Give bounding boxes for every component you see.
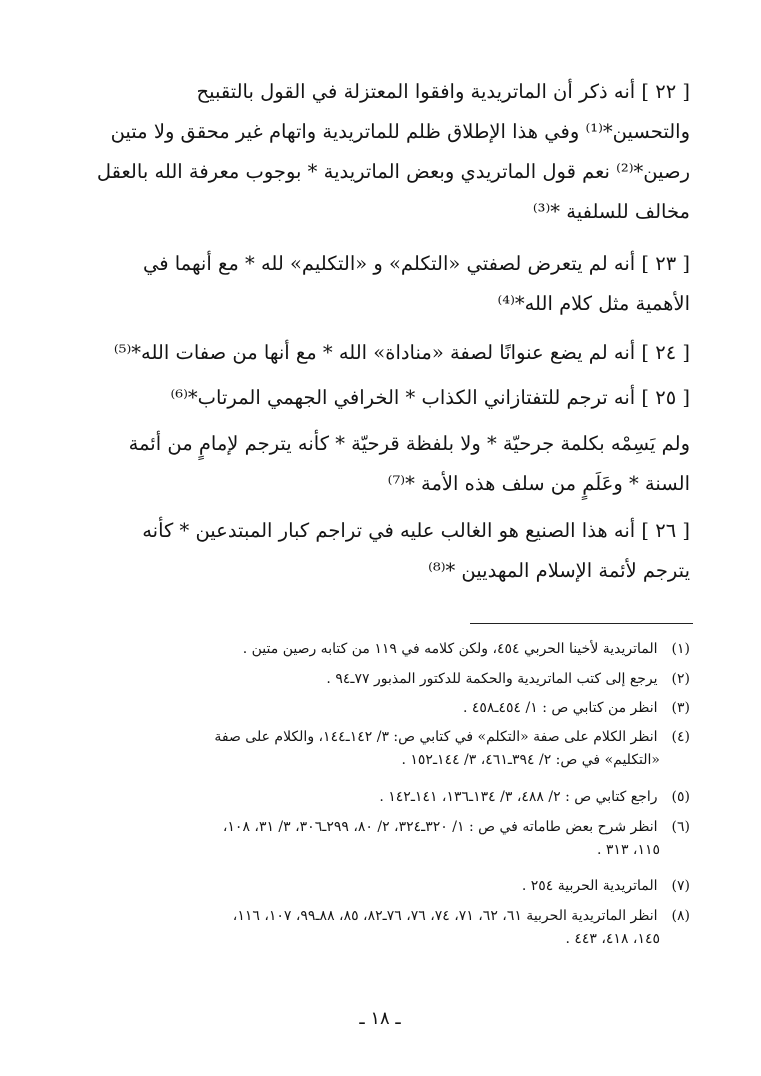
page-number: ـ ١٨ ـ — [359, 1008, 401, 1029]
footnote-number: (٨) — [671, 908, 690, 924]
footnote-text: الماتريدية لأخينا الحربي ٤٥٤، ولكن كلامه في ١١٩ من كتابه رصين متين . — [242, 641, 658, 657]
footnote-8 — [100, 905, 690, 951]
paragraph-25 — [78, 378, 690, 418]
text-line: [ ٢٤ ] أنه لم يضع عنوانًا لصفة «مناداة» الله * مع أنها من صفات الله*⁽⁵⁾ — [113, 341, 690, 364]
text-line: ولم يَسِمْه بكلمة جرحيّة * ولا بلفظة قرحيّة * كأنه يترجم لإمامٍ من أئمة — [128, 432, 690, 455]
text-line: السنة * وعَلَمٍ من سلف هذه الأمة *⁽⁷⁾ — [387, 472, 690, 495]
text-line: [ ٢٥ ] أنه ترجم للتفتازاني الكذاب * الخرافي الجهمي المرتاب*⁽⁶⁾ — [170, 386, 690, 409]
footnote-5 — [100, 786, 690, 809]
footnote-1 — [100, 638, 690, 661]
text-line: الأهمية مثل كلام الله*⁽⁴⁾ — [497, 292, 690, 315]
footnote-text: ١١٥، ٣١٣ . — [597, 842, 660, 858]
footnote-number: (٤) — [671, 729, 690, 745]
footnote-text: انظر الكلام على صفة «التكلم» في كتابي ص: ٣/ ١٤٢ـ١٤٤، والكلام على صفة — [214, 729, 658, 745]
paragraph-24 — [78, 333, 690, 373]
footnote-text: «التكليم» في ص: ٢/ ٣٩٤ـ٤٦١، ٣/ ١٤٤ـ١٥٢ . — [401, 752, 660, 768]
footnote-2 — [100, 668, 690, 691]
paragraph-23 — [78, 244, 690, 324]
text-line: [ ٢٦ ] أنه هذا الصنيع هو الغالب عليه في تراجم كبار المبتدعين * كأنه — [142, 519, 690, 542]
footnote-number: (٧) — [671, 878, 690, 894]
footnote-text: انظر من كتابي ص : ١/ ٤٥٤ـ٤٥٨ . — [462, 700, 658, 716]
footnote-3 — [100, 697, 690, 720]
text-line: يترجم لأئمة الإسلام المهديين *⁽⁸⁾ — [428, 559, 690, 582]
text-line: رصين*⁽²⁾ نعم قول الماتريدي وبعض الماتريدية * بوجوب معرفة الله بالعقل — [96, 160, 690, 183]
footnote-text: راجع كتابي ص : ٢/ ٤٨٨، ٣/ ١٣٤ـ١٣٦، ١٤١ـ١٤٢ . — [379, 789, 658, 805]
footnote-text: انظر الماتريدية الحربية ٦١، ٦٢، ٧١، ٧٤، ٧٦، ٧٦ـ٨٢، ٨٥، ٨٨ـ٩٩، ١٠٧، ١١٦، — [232, 908, 658, 924]
footnote-number: (٣) — [671, 700, 690, 716]
text-line: والتحسين*⁽¹⁾ وفي هذا الإطلاق ظلم للماتريدية واتهام غير محقق ولا متين — [110, 120, 690, 143]
paragraph-25-continuation — [78, 424, 690, 504]
footnote-separator — [470, 623, 693, 624]
footnote-number: (٦) — [671, 819, 690, 835]
footnote-4 — [100, 726, 690, 772]
text-line: مخالف للسلفية *⁽³⁾ — [532, 200, 690, 223]
footnote-text: الماتريدية الحربية ٢٥٤ . — [521, 878, 658, 894]
footnote-7 — [100, 875, 690, 898]
footnote-text: ١٤٥، ٤١٨، ٤٤٣ . — [565, 931, 660, 947]
footnote-number: (٥) — [671, 789, 690, 805]
paragraph-26 — [78, 511, 690, 591]
footnote-number: (٢) — [671, 671, 690, 687]
paragraph-22 — [78, 72, 690, 232]
footnote-6 — [100, 816, 690, 862]
footnote-text: انظر شرح بعض طاماته في ص : ١/ ٣٢٠ـ٣٢٤، ٢/ ٨٠، ٢٩٩ـ٣٠٦، ٣/ ٣١، ١٠٨، — [222, 819, 658, 835]
text-line: [ ٢٢ ] أنه ذكر أن الماتريدية وافقوا المعتزلة في القول بالتقبيح — [196, 80, 690, 103]
text-line: [ ٢٣ ] أنه لم يتعرض لصفتي «التكلم» و «التكليم» لله * مع أنهما في — [142, 252, 690, 275]
footnote-text: يرجع إلى كتب الماتريدية والحكمة للدكتور المذبور ٧٧ـ٩٤ . — [326, 671, 658, 687]
footnote-number: (١) — [671, 641, 690, 657]
